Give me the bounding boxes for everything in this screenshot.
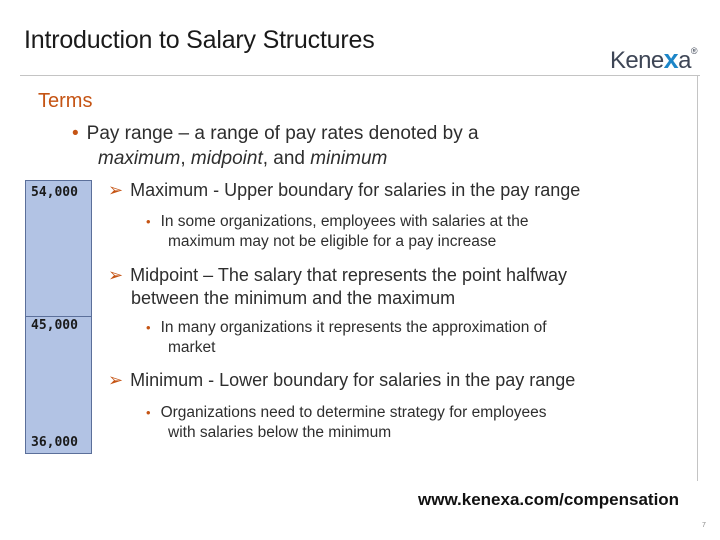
section-heading: Terms	[38, 90, 93, 112]
bar-label-midpoint: 45,000	[31, 318, 78, 333]
bullet-dot-icon: •	[146, 320, 151, 335]
term-maximum-detail	[146, 212, 528, 252]
intro-maximum: maximum	[98, 148, 181, 169]
intro-bullet	[72, 121, 479, 171]
intro-midpoint: midpoint	[190, 148, 263, 169]
intro-sep1: ,	[180, 148, 191, 169]
footer-url[interactable]: www.kenexa.com/compensation	[418, 490, 680, 509]
pay-range-midline	[26, 316, 91, 317]
arrow-bullet-icon: ➢	[108, 265, 124, 285]
arrow-bullet-icon: ➢	[108, 370, 124, 390]
intro-minimum: minimum	[310, 148, 388, 169]
term-minimum-detail	[146, 403, 547, 443]
bullet-dot-icon: •	[146, 214, 151, 229]
intro-line1: Pay range – a range of pay rates denoted by a	[86, 123, 479, 144]
term-minimum-text: Minimum - Lower boundary for salaries in the pay range	[130, 370, 576, 390]
bar-label-maximum: 54,000	[31, 185, 78, 200]
term-minimum-detail-line2: with salaries below the minimum	[168, 424, 392, 441]
term-minimum-detail-line1: Organizations need to determine strategy for employees	[160, 404, 547, 421]
intro-sep2: , and	[262, 148, 311, 169]
right-divider	[697, 75, 698, 481]
term-midpoint-detail-line1: In many organizations it represents the approximation of	[160, 319, 547, 336]
page-title: Introduction to Salary Structures	[24, 26, 375, 54]
logo-text-part1: Kene	[610, 47, 664, 74]
bar-label-minimum: 36,000	[31, 435, 78, 450]
header-divider	[20, 75, 700, 76]
term-minimum	[108, 369, 575, 392]
term-maximum-detail-line1: In some organizations, employees with salaries at the	[160, 213, 529, 230]
term-midpoint-text: Midpoint – The salary that represents the point halfway	[130, 265, 568, 285]
logo-x: x	[663, 44, 679, 74]
term-midpoint	[108, 264, 567, 310]
arrow-bullet-icon: ➢	[108, 180, 124, 200]
term-maximum	[108, 179, 580, 202]
logo-text-part3: a	[678, 47, 691, 74]
logo-registered-mark: ®	[690, 46, 697, 56]
pay-range-bar	[25, 180, 92, 454]
term-midpoint-detail	[146, 318, 547, 358]
term-midpoint-detail-line2: market	[168, 339, 216, 356]
term-midpoint-text-line2: between the minimum and the maximum	[131, 288, 456, 308]
kenexa-logo	[610, 44, 697, 75]
term-maximum-text: Maximum - Upper boundary for salaries in the pay range	[130, 180, 581, 200]
term-maximum-detail-line2: maximum may not be eligible for a pay increase	[168, 233, 497, 250]
bullet-dot-icon: •	[146, 405, 151, 420]
bullet-dot-icon: •	[72, 123, 79, 144]
page-number: 7	[702, 522, 706, 529]
